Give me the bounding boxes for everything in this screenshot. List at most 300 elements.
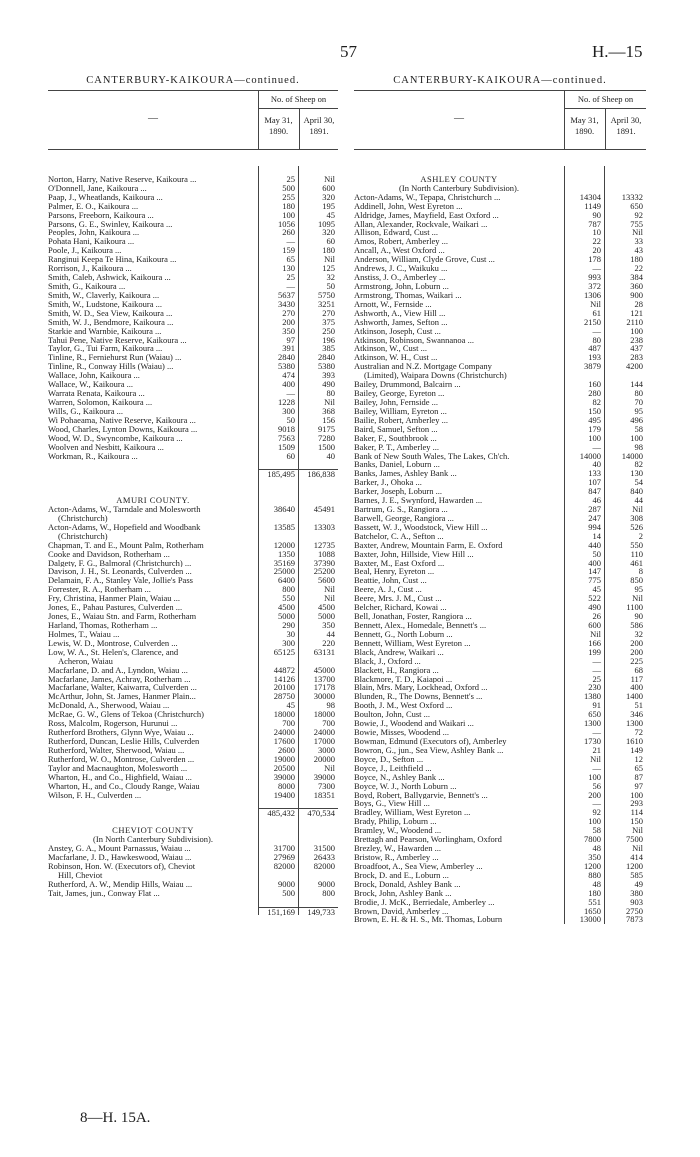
table-row (354, 710, 646, 719)
owner-name: Armstrong, John, Loburn ... (354, 281, 449, 291)
sheep-1890: 775 (564, 576, 604, 585)
sheep-1890: 25000 (258, 567, 298, 576)
left-table-header (48, 90, 338, 150)
owner-name: Addinell, John, West Eyreton ... (354, 201, 463, 211)
sheep-1890: 20500 (258, 764, 298, 773)
sheep-1891: 700 (298, 719, 338, 728)
sheep-1890: 193 (564, 353, 604, 362)
sheep-1891: 755 (604, 220, 646, 229)
table-row (354, 728, 646, 737)
table-row (354, 585, 646, 594)
owner-name: Warrata Renata, Kaikoura ... (48, 389, 145, 398)
sheep-1890: 178 (564, 255, 604, 264)
owner-name: Chapman, T. and E., Mount Palm, Rotherham (48, 540, 204, 550)
owner-name: Palmer, E. O., Kaikoura ... (48, 201, 139, 211)
sheep-1891: 2110 (604, 318, 646, 327)
owner-name: Harland, Thomas, Rotherham ... (48, 621, 158, 630)
sheep-1891: 20000 (298, 755, 338, 764)
sheep-1890: 700 (258, 719, 298, 728)
table-row (354, 826, 646, 835)
owner-name: Blackett, H., Rangiora ... (354, 665, 439, 675)
sheep-1890: 255 (258, 193, 298, 202)
sheep-1891: 1095 (298, 220, 338, 229)
table-row (354, 380, 646, 389)
sheep-1891: 800 (298, 889, 338, 898)
table-row (354, 541, 646, 550)
sheep-1890: 92 (564, 808, 604, 817)
table-row (354, 416, 646, 425)
sheep-1890: 2600 (258, 746, 298, 755)
sheep-1891: 9175 (298, 425, 338, 434)
sheep-1890: 10 (564, 228, 604, 237)
owner-name: Boyce, D., Sefton ... (354, 754, 424, 764)
owner-name: Black, Andrew, Waikari ... (354, 647, 444, 657)
sheep-1890: Nil (564, 755, 604, 764)
sheep-1890: 58 (564, 826, 604, 835)
owner-name: Bowman, Edmund (Executors of), Amberley (354, 737, 507, 746)
owner-name: Tahui Pene, Native Reserve, Kaikoura ... (48, 335, 187, 345)
owner-name: Barker, Joseph, Loburn ... (354, 487, 442, 497)
owner-name: Blunden, R., The Downs, Bennett's ... (354, 692, 483, 702)
sheep-1891: 7280 (298, 434, 338, 443)
owner-name: Anstiss, J. O., Amberley ... (354, 273, 446, 282)
sheep-1890: 17600 (258, 737, 298, 746)
owner-name: Boyce, N., Ashley Bank ... (354, 772, 445, 782)
table-row (354, 889, 646, 898)
owner-name: Beere, Mrs. J. M., Cust ... (354, 594, 442, 604)
sheep-1891: 470,534 (298, 808, 338, 817)
sheep-1890: Nil (564, 300, 604, 309)
sheep-1890: 200 (564, 791, 604, 800)
owner-name: Bailey, John, Fernside ... (354, 397, 438, 407)
sheep-1891: 98 (298, 701, 338, 710)
table-row (354, 246, 646, 255)
owner-name: Rutherford, Duncan, Leslie Hills, Culverden (48, 737, 200, 746)
sheep-1891: Nil (604, 594, 646, 603)
sheep-1891 (604, 166, 646, 175)
owner-name: Wi Pohaeama, Native Reserve, Kaikoura ... (48, 415, 196, 425)
right-column (354, 72, 646, 924)
sheep-1890: 100 (564, 773, 604, 782)
sheep-1890: 300 (258, 407, 298, 416)
sheep-1891: 110 (604, 550, 646, 559)
sheep-1890: 130 (258, 264, 298, 273)
col-1890-header: May 31, 1890. (264, 115, 293, 136)
sheep-1890: 50 (564, 550, 604, 559)
sheep-1891: Nil (604, 844, 646, 853)
sheep-1890: 1509 (258, 443, 298, 452)
name-column-header: — (454, 113, 464, 124)
table-row (354, 291, 646, 300)
name-column-header: — (148, 113, 158, 124)
owner-name: Bramley, W., Woodend ... (354, 826, 442, 836)
sheep-1891: 2 (604, 532, 646, 541)
owner-name: Bowie, Misses, Woodend ... (354, 728, 450, 737)
sheep-1891: 850 (604, 576, 646, 585)
owner-name: Baxter, M., East Oxford ... (354, 558, 445, 568)
owner-name: Bartrum, G. S., Rangiora ... (354, 505, 448, 514)
owner-name: Anstey, G. A., Mount Parnassus, Waiau ... (48, 844, 191, 853)
sheep-1890: 100 (258, 211, 298, 220)
sheep-1891: 1400 (604, 692, 646, 701)
owner-name: Acton-Adams, W., Tarndale and Molesworth (48, 505, 201, 514)
table-row (354, 460, 646, 469)
table-row (48, 487, 338, 496)
owner-name: ASHLEY COUNTY (420, 174, 498, 184)
sheep-1890: 1730 (564, 737, 604, 746)
sheep-1890: 30 (258, 630, 298, 639)
sheep-1890: 25 (258, 273, 298, 282)
sheep-1891: 2750 (604, 907, 646, 916)
sheep-1891: 100 (604, 327, 646, 336)
table-row (354, 237, 646, 246)
sheep-1891: 45 (298, 211, 338, 220)
sheep-1890: 247 (564, 514, 604, 523)
sheep-1890: 800 (258, 585, 298, 594)
owner-name: O'Donnell, Jane, Kaikoura ... (48, 183, 147, 193)
sheep-1891: Nil (604, 505, 646, 514)
table-row (354, 318, 646, 327)
owner-name: Jones, E., Pahau Pastures, Culverden ... (48, 603, 183, 613)
sheep-1891: 496 (604, 416, 646, 425)
sheep-1891: 150 (604, 817, 646, 826)
sheep-1891: 490 (298, 380, 338, 389)
sheep-1891: 100 (604, 791, 646, 800)
table-row (354, 496, 646, 505)
sheep-1890: 18000 (258, 710, 298, 719)
table-row (354, 844, 646, 853)
table-row (354, 666, 646, 675)
sheep-1891: 14000 (604, 452, 646, 461)
sheep-1891: 585 (604, 871, 646, 880)
owner-name: (In North Canterbury Subdivision). (399, 183, 519, 193)
sheep-1890: 350 (258, 327, 298, 336)
table-row (354, 799, 646, 808)
sheep-1890: 151,169 (258, 907, 298, 916)
sheep-1891: 461 (604, 559, 646, 568)
sheep-1891: 1500 (298, 443, 338, 452)
owner-name: Beattie, John, Cust ... (354, 576, 427, 586)
owner-name: Wood, W. D., Swyncombe, Kaikoura ... (48, 433, 183, 443)
owner-name: Brock, D. and E., Loburn ... (354, 870, 449, 880)
sheep-1891: Nil (298, 594, 338, 603)
owner-name: Amos, Robert, Amberley ... (354, 237, 448, 247)
table-row (354, 532, 646, 541)
sheep-1891 (298, 487, 338, 496)
sheep-1891: 368 (298, 407, 338, 416)
sheep-1891: 156 (298, 416, 338, 425)
sheep-1890: 150 (564, 407, 604, 416)
sheep-1890: — (564, 764, 604, 773)
sheep-1891 (298, 826, 338, 835)
sheep-1891: 5600 (298, 576, 338, 585)
owner-name: Atkinson, Joseph, Cust ... (354, 326, 441, 336)
sheep-1891: 80 (604, 389, 646, 398)
total-row (48, 469, 338, 478)
owner-name: Brown, E. H. & H. S., Mt. Thomas, Loburn (354, 915, 503, 925)
sheep-1891: 63131 (298, 648, 338, 657)
owner-name: Acton-Adams, W., Hopefield and Woodbank (48, 522, 201, 532)
table-row (354, 282, 646, 291)
sheep-1890: 1056 (258, 220, 298, 229)
table-row (48, 460, 338, 469)
owner-name: Fry, Christina, Hanmer Plain, Waiau ... (48, 594, 180, 604)
table-row (354, 255, 646, 264)
owner-name: Rutherford, Walter, Sherwood, Waiau ... (48, 745, 185, 755)
sheep-1890 (258, 460, 298, 469)
sheep-1891: 32 (604, 630, 646, 639)
sheep-1891: Nil (298, 398, 338, 407)
sheep-1891: 18000 (298, 710, 338, 719)
sheep-1891: 82000 (298, 862, 338, 871)
sheep-1890: 495 (564, 416, 604, 425)
sheep-1891: Nil (298, 764, 338, 773)
sheep-1890: 400 (564, 559, 604, 568)
sheep-1891: 308 (604, 514, 646, 523)
sheep-1890: 60 (258, 452, 298, 461)
owner-name: Brodie, J. McK., Berriedale, Amberley ... (354, 897, 495, 907)
table-row (354, 309, 646, 318)
owner-name: Baxter, Andrew, Mountain Farm, E. Oxford (354, 540, 503, 550)
sheep-1890: 45 (258, 701, 298, 710)
owner-name: Wallace, John, Kaikoura ... (48, 371, 140, 381)
table-row (354, 755, 646, 764)
table-row (354, 791, 646, 800)
sheep-1891: 31500 (298, 844, 338, 853)
page-reference: H.—15 (592, 42, 643, 61)
sheep-1891: 125 (298, 264, 338, 273)
sheep-1890: 847 (564, 487, 604, 496)
owner-name: Beal, Henry, Eyreton ... (354, 567, 435, 577)
sheep-1890: 490 (564, 603, 604, 612)
sheep-1891: Nil (298, 585, 338, 594)
table-row (354, 487, 646, 496)
sheep-1890: 14304 (564, 193, 604, 202)
table-row (354, 701, 646, 710)
sheep-1891: 414 (604, 853, 646, 862)
sheep-1890: 300 (258, 639, 298, 648)
sheep-1890: 48 (564, 880, 604, 889)
owner-name: Holmes, T., Waiau ... (48, 629, 120, 639)
owner-name: Paap, J., Wheatlands, Kaikoura ... (48, 192, 163, 202)
sheep-1891: 903 (604, 898, 646, 907)
sheep-1891: 180 (298, 246, 338, 255)
sheep-1891: 121 (604, 309, 646, 318)
sheep-1891: 45000 (298, 666, 338, 675)
sheep-1891: 5380 (298, 362, 338, 371)
sheep-1890: 1380 (564, 692, 604, 701)
table-row (48, 898, 338, 907)
sheep-1891: 144 (604, 380, 646, 389)
owner-name: Delamain, F. A., Stanley Vale, Jollie's Pass (48, 576, 193, 586)
sheep-1891: 400 (604, 683, 646, 692)
sheep-1890: 9018 (258, 425, 298, 434)
owner-name: Wilson, F. H., Culverden ... (48, 790, 142, 800)
sheep-1890: 1300 (564, 719, 604, 728)
table-row (354, 469, 646, 478)
table-row (354, 434, 646, 443)
table-row (354, 327, 646, 336)
owner-name: Blackmore, T. D., Kaiapoi ... (354, 674, 453, 684)
sheep-1890: 1306 (564, 291, 604, 300)
table-row (354, 915, 646, 924)
sheep-1890: 65 (258, 255, 298, 264)
owner-name: Belcher, Richard, Kowai ... (354, 603, 447, 613)
owner-name (48, 469, 258, 478)
table-row (354, 228, 646, 237)
owner-name: Davison, J. H., St. Leonards, Culverden ... (48, 567, 192, 577)
sheep-1891 (298, 460, 338, 469)
owner-name: Baxter, John, Hillside, View Hill ... (354, 549, 474, 559)
sheep-1890: 24000 (258, 728, 298, 737)
sheep-1891: 49 (604, 880, 646, 889)
owner-name: Woolven and Nesbitt, Kaikoura ... (48, 442, 164, 452)
sheep-1890: 500 (258, 184, 298, 193)
table-row (354, 193, 646, 202)
sheep-1891: 130 (604, 469, 646, 478)
owner-name: Tinline, R., Conway Hills (Waiau) ... (48, 362, 174, 372)
sheep-1891: 1200 (604, 862, 646, 871)
sheep-1891 (298, 799, 338, 808)
sheep-1890: 1200 (564, 862, 604, 871)
sheep-1890: 880 (564, 871, 604, 880)
owner-name: Brown, David, Amberley ... (354, 906, 449, 916)
col-1890-header: May 31, 1890. (570, 115, 599, 136)
section-heading (354, 175, 646, 184)
owner-name: Wood, Charles, Lynton Downs, Kaikoura ... (48, 424, 198, 434)
sheep-1891: 51 (604, 701, 646, 710)
owner-name: Macfarlane, D. and A., Lyndon, Waiau ... (48, 665, 188, 675)
table-row (354, 764, 646, 773)
sheep-1890: 44872 (258, 666, 298, 675)
sheep-1890: 270 (258, 309, 298, 318)
sheep-1891: 149,733 (298, 907, 338, 916)
sheep-1890 (258, 478, 298, 487)
sheep-1890: 1228 (258, 398, 298, 407)
owner-name: Macfarlane, J. D., Hawkeswood, Waiau ... (48, 852, 192, 862)
owner-name: Boyce, W. J., North Loburn ... (354, 781, 457, 791)
owner-name: Parsons, G. E., Swinley, Kaikoura ... (48, 219, 173, 229)
table-row (354, 514, 646, 523)
sheep-1890: 230 (564, 683, 604, 692)
table-row (354, 630, 646, 639)
sheep-1890: 147 (564, 567, 604, 576)
owner-name: Tinline, R., Ferniehurst Run (Waiau) ... (48, 353, 182, 363)
sheep-1890: 19000 (258, 755, 298, 764)
sheep-1890: 550 (258, 594, 298, 603)
sheep-1891: 250 (298, 327, 338, 336)
sheep-1891 (604, 175, 646, 184)
owner-name: Taylor and Macnaughton, Molesworth ... (48, 763, 188, 773)
sheep-1891: 283 (604, 353, 646, 362)
sheep-1891: 12735 (298, 541, 338, 550)
owner-name: Smith, W. D., Sea View, Kaikoura ... (48, 308, 173, 318)
sheep-1891: 17178 (298, 683, 338, 692)
sheep-1891: 650 (604, 202, 646, 211)
sheep-1890: — (564, 327, 604, 336)
sheep-1890: 50 (258, 416, 298, 425)
table-row (354, 273, 646, 282)
sheep-1891: 196 (298, 336, 338, 345)
sheep-1890: 28750 (258, 692, 298, 701)
sheep-1891: 840 (604, 487, 646, 496)
owner-name: Boulton, John, Cust ... (354, 710, 431, 720)
table-row (354, 443, 646, 452)
footnote: 8—H. 15A. (80, 1110, 151, 1126)
owner-name: Bank of New South Wales, The Lakes, Ch'ch. (354, 451, 510, 461)
sheep-1891: 5000 (298, 612, 338, 621)
owner-name: Robinson, Hon. W. (Executors of), Cheviot (48, 861, 196, 871)
owner-name (48, 460, 258, 469)
sheep-1891: 72 (604, 728, 646, 737)
total-row (48, 808, 338, 817)
table-row (354, 692, 646, 701)
sheep-1890: Nil (564, 630, 604, 639)
owner-name: Brock, John, Ashley Bank ... (354, 888, 452, 898)
table-row (354, 559, 646, 568)
sheep-1890: 35169 (258, 559, 298, 568)
owner-name: Wharton, H., and Co., Cloudy Range, Waiau (48, 781, 200, 791)
owner-name: Tait, James, jun., Conway Flat ... (48, 888, 160, 898)
sheep-1891: 65 (604, 764, 646, 773)
sheep-1890: — (564, 443, 604, 452)
owner-name: CHEVIOT COUNTY (112, 826, 194, 836)
page-number: 57 (340, 42, 357, 61)
sheep-1890: 160 (564, 380, 604, 389)
sheep-1890: 8000 (258, 782, 298, 791)
sheep-1891: 375 (298, 318, 338, 327)
owner-name: Bassett, W. J., Woodstock, View Hill ... (354, 522, 488, 532)
sheep-1891: 25200 (298, 567, 338, 576)
sheep-1890: 19400 (258, 791, 298, 800)
table-row (354, 220, 646, 229)
owner-name: Ashworth, A., View Hill ... (354, 308, 446, 318)
section-heading (48, 826, 338, 835)
sheep-1891: 95 (604, 585, 646, 594)
sheep-1891: 50 (298, 282, 338, 291)
sheep-1890: 82000 (258, 862, 298, 871)
sheep-1890: 12000 (258, 541, 298, 550)
owner-name: Rutherford, A. W., Mendip Hills, Waiau ... (48, 879, 193, 889)
total-row (48, 907, 338, 916)
sheep-1891: 13332 (604, 193, 646, 202)
right-table-body (354, 166, 646, 924)
owner-name: Andrews, J. C., Waikuku ... (354, 264, 448, 274)
sheep-1891: 526 (604, 523, 646, 532)
sheep-1890: 90 (564, 211, 604, 220)
sheep-1890: 522 (564, 594, 604, 603)
owner-name: Smith, W., Claverly, Kaikoura ... (48, 290, 160, 300)
sheep-1891: 17000 (298, 737, 338, 746)
sheep-1890: 2150 (564, 318, 604, 327)
sheep-1891: 220 (298, 639, 338, 648)
left-column (48, 72, 338, 915)
sheep-1891: 195 (298, 202, 338, 211)
sheep-1890: 14000 (564, 452, 604, 461)
owner-name: AMURI COUNTY. (116, 496, 190, 506)
right-table-header (354, 90, 646, 150)
table-row (354, 773, 646, 782)
sheep-1891: 9000 (298, 880, 338, 889)
owner-name: Ranginui Keepa Te Hina, Kaikoura ... (48, 255, 177, 265)
sheep-1890: 4500 (258, 603, 298, 612)
sheep-1891: 90 (604, 612, 646, 621)
sheep-1890: 38640 (258, 505, 298, 514)
sheep-1891: 33 (604, 237, 646, 246)
sheep-1890: 180 (258, 202, 298, 211)
table-row (48, 505, 338, 514)
owner-name: Baker, F., Southbrook ... (354, 433, 437, 443)
